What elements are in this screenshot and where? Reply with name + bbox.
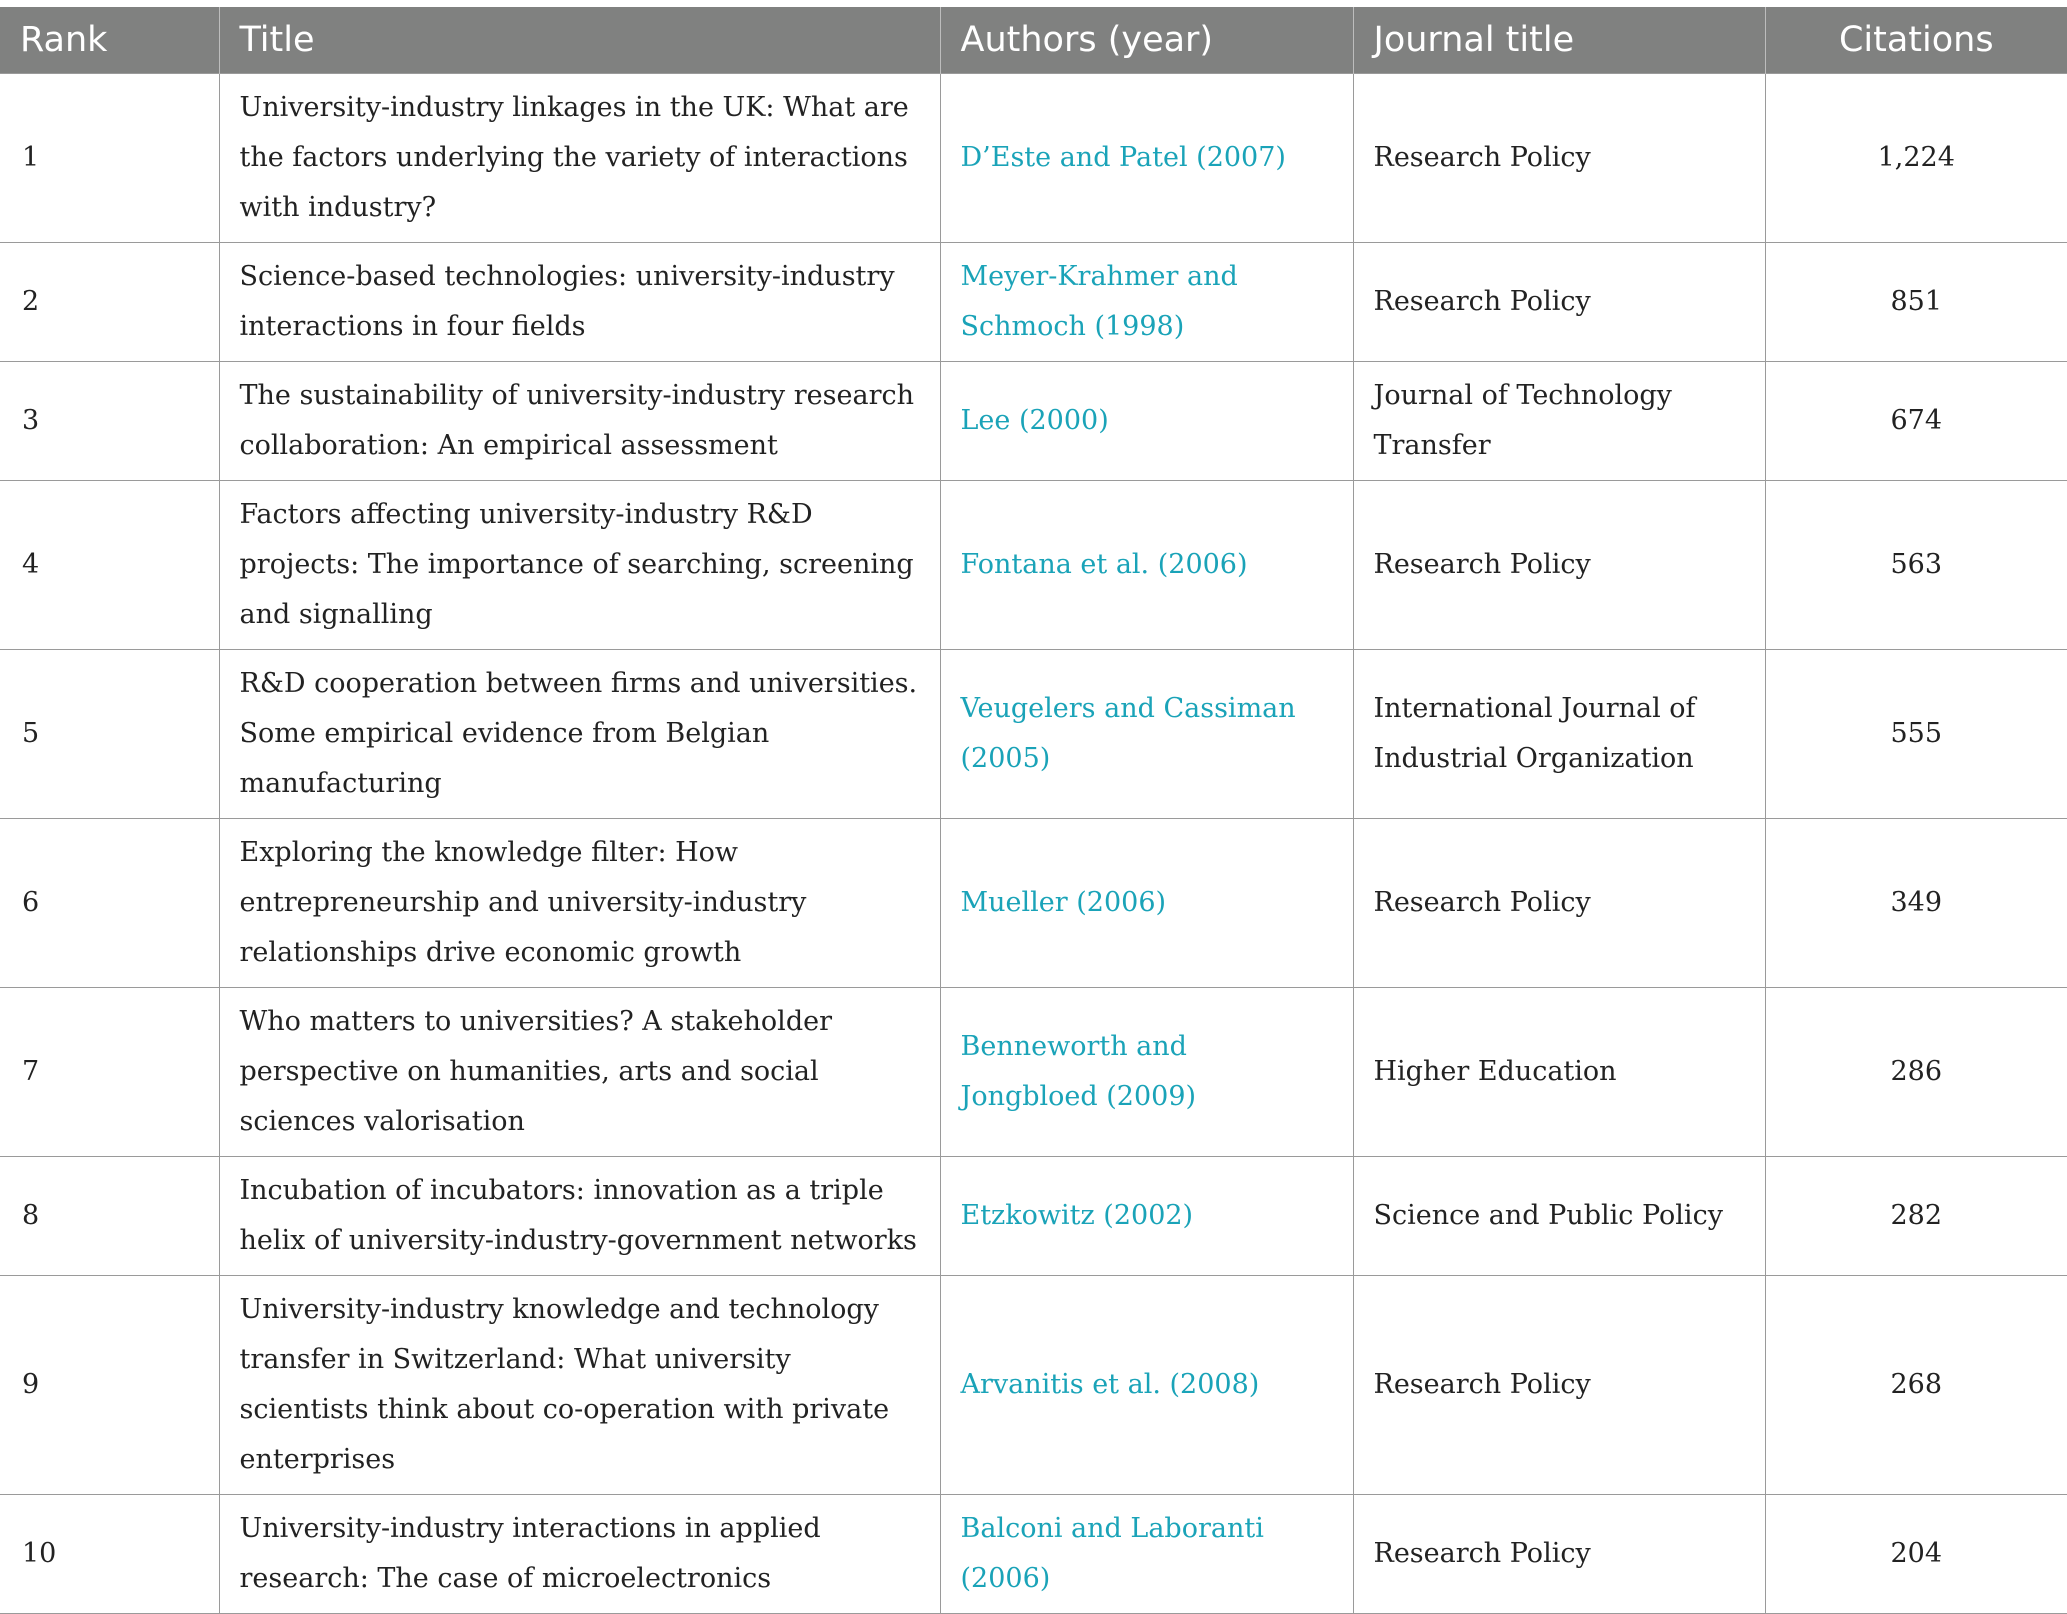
cell-authors-link[interactable]: D’Este and Patel (2007) [940,74,1353,243]
cell-journal: Research Policy [1353,74,1765,243]
cell-title: Incubation of incubators: innovation as a triple helix of university-industry-government networks [219,1157,940,1276]
cell-citations: 282 [1765,1157,2067,1276]
cell-citations: 286 [1765,988,2067,1157]
cell-rank: 7 [0,988,219,1157]
cell-title: University-industry knowledge and technology transfer in Switzerland: What university scientists think about co-operation with private enterprises [219,1276,940,1495]
cell-authors-link[interactable]: Lee (2000) [940,362,1353,481]
cell-rank: 6 [0,819,219,988]
table-row [0,1276,2067,1495]
cell-title: Factors affecting university-industry R&D projects: The importance of searching, screening and signalling [219,481,940,650]
cell-rank: 5 [0,650,219,819]
cell-title: Science-based technologies: university-industry interactions in four fields [219,243,940,362]
cell-authors-link[interactable]: Etzkowitz (2002) [940,1157,1353,1276]
header-rank: Rank [0,7,219,74]
cell-citations: 349 [1765,819,2067,988]
header-citations: Citations [1765,7,2067,74]
table-body [0,74,2067,1614]
table-row [0,650,2067,819]
cell-rank: 3 [0,362,219,481]
cell-rank: 1 [0,74,219,243]
table-row [0,74,2067,243]
cell-authors-link[interactable]: Fontana et al. (2006) [940,481,1353,650]
cell-rank: 10 [0,1495,219,1614]
header-title: Title [219,7,940,74]
table-row [0,1157,2067,1276]
cell-journal: Research Policy [1353,1276,1765,1495]
table-row [0,988,2067,1157]
cell-title: Exploring the knowledge filter: How entrepreneurship and university-industry relationships drive economic growth [219,819,940,988]
cell-authors-link[interactable]: Veugelers and Cassiman (2005) [940,650,1353,819]
cell-authors-link[interactable]: Meyer-Krahmer and Schmoch (1998) [940,243,1353,362]
cell-journal: Science and Public Policy [1353,1157,1765,1276]
cell-citations: 204 [1765,1495,2067,1614]
cell-title: The sustainability of university-industry research collaboration: An empirical assessment [219,362,940,481]
header-row [0,7,2067,74]
cell-rank: 4 [0,481,219,650]
cell-citations: 674 [1765,362,2067,481]
cell-journal: Research Policy [1353,481,1765,650]
cell-rank: 2 [0,243,219,362]
cell-authors-link[interactable]: Balconi and Laboranti (2006) [940,1495,1353,1614]
table-row [0,481,2067,650]
cell-journal: Research Policy [1353,243,1765,362]
cell-citations: 1,224 [1765,74,2067,243]
cell-rank: 8 [0,1157,219,1276]
cell-title: University-industry interactions in applied research: The case of microelectronics [219,1495,940,1614]
cell-authors-link[interactable]: Mueller (2006) [940,819,1353,988]
cell-citations: 563 [1765,481,2067,650]
table-row [0,1495,2067,1614]
cell-authors-link[interactable]: Arvanitis et al. (2008) [940,1276,1353,1495]
cell-citations: 555 [1765,650,2067,819]
header-journal: Journal title [1353,7,1765,74]
cell-title: R&D cooperation between firms and universities. Some empirical evidence from Belgian manufacturing [219,650,940,819]
table-row [0,243,2067,362]
cell-journal: Research Policy [1353,819,1765,988]
cell-rank: 9 [0,1276,219,1495]
cell-authors-link[interactable]: Benneworth and Jongbloed (2009) [940,988,1353,1157]
table-header [0,7,2067,74]
cell-title: Who matters to universities? A stakeholder perspective on humanities, arts and social sciences valorisation [219,988,940,1157]
table-row [0,362,2067,481]
cell-title: University-industry linkages in the UK: What are the factors underlying the variety of interactions with industry? [219,74,940,243]
cell-journal: Journal of Technology Transfer [1353,362,1765,481]
header-authors: Authors (year) [940,7,1353,74]
cell-journal: International Journal of Industrial Organization [1353,650,1765,819]
table-row [0,819,2067,988]
cell-citations: 851 [1765,243,2067,362]
cell-journal: Research Policy [1353,1495,1765,1614]
cell-journal: Higher Education [1353,988,1765,1157]
cell-citations: 268 [1765,1276,2067,1495]
citations-table [0,7,2067,1614]
